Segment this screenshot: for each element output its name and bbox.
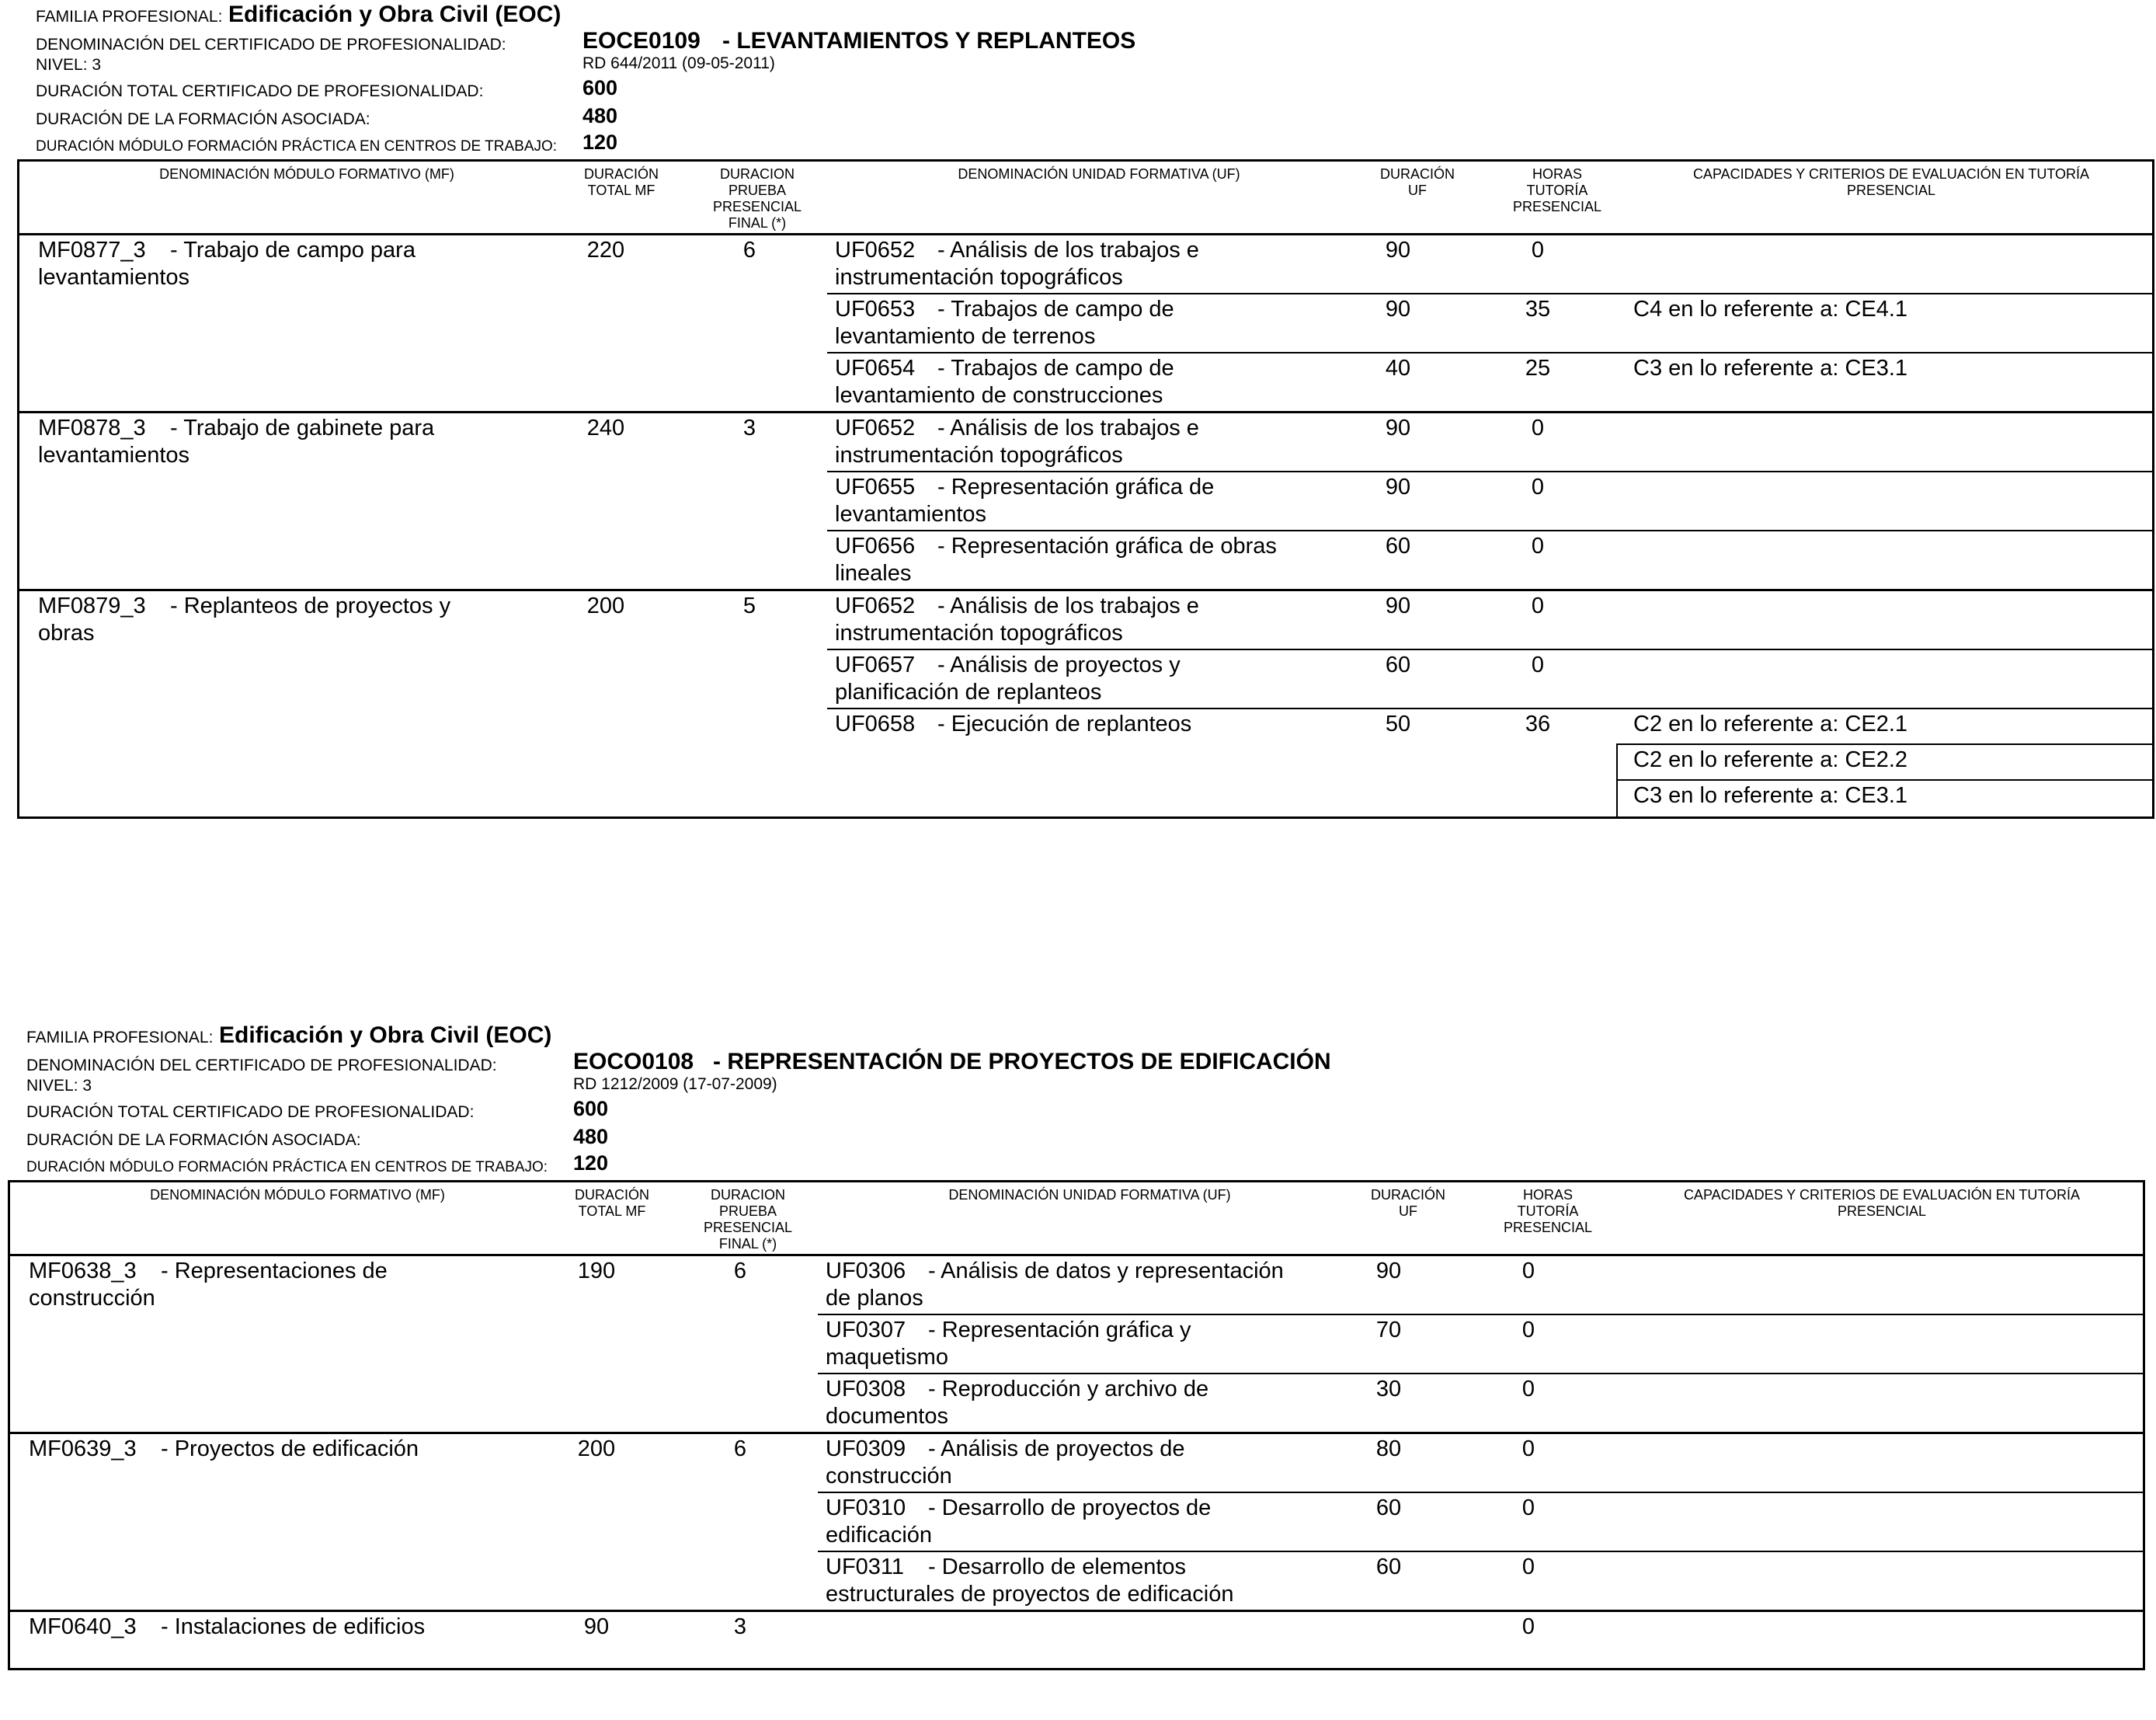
module-prueba: 3 [733,1614,747,1639]
familia-value: Edificación y Obra Civil (EOC) [219,1022,552,1048]
uf-code: UF0311 [826,1555,905,1579]
uf-horas-tutoria: 0 [1531,653,1545,677]
col-header-dur-mf: DURACIÓN TOTAL MF [574,1187,649,1219]
uf-name-cont: estructurales de proyectos de edificación [826,1582,1234,1607]
module-code: MF0877_3 [38,238,146,263]
uf-name-cont: de planos [826,1286,923,1311]
duracion-formacion-label: DURACIÓN DE LA FORMACIÓN ASOCIADA: [36,110,370,128]
certificate-block [9,0,2156,808]
uf-code: UF0310 [826,1495,906,1520]
uf-divider [827,530,2152,531]
uf-divider [827,352,2152,353]
uf-name-cont: edificación [826,1523,933,1548]
col-header-prueba: DURACION PRUEBA PRESENCIAL FINAL (*) [712,166,802,231]
uf-divider [818,1492,2143,1493]
uf-divider [827,708,2152,709]
col-header-mf: DENOMINACIÓN MÓDULO FORMATIVO (MF) [159,166,454,182]
uf-divider [827,471,2152,472]
module-code: MF0878_3 [38,416,146,440]
uf-code: UF0308 [826,1377,906,1401]
module-duration: 240 [586,416,625,440]
uf-duration: 30 [1375,1377,1402,1401]
uf-duration: 90 [1385,475,1411,500]
uf-duration: 90 [1385,594,1411,618]
module-code: MF0640_3 [29,1614,137,1639]
module-name-cont: levantamientos [38,265,190,290]
module-duration: 200 [586,594,625,618]
uf-name: - Trabajos de campo de [937,297,1174,322]
uf-horas-tutoria: 36 [1525,712,1551,736]
capacity-criteria: C3 en lo referente a: CE3.1 [1633,356,1908,381]
uf-name-cont: levantamiento de construcciones [835,383,1163,408]
uf-duration: 40 [1385,356,1411,381]
module-name: - Trabajo de gabinete para [170,416,435,440]
course-name: - REPRESENTACIÓN DE PROYECTOS DE EDIFICACIÓN [713,1049,1331,1074]
uf-duration: 60 [1375,1555,1402,1579]
col-header-dur-uf: DURACIÓN UF [1379,166,1455,198]
uf-horas-tutoria: 0 [1531,475,1545,500]
uf-name: - Análisis de los trabajos e [937,594,1199,618]
uf-code: UF0306 [826,1259,906,1283]
uf-divider [827,649,2152,650]
module-prueba: 5 [742,594,756,618]
uf-horas-tutoria: 0 [1521,1318,1535,1342]
module-duration: 220 [586,238,625,263]
uf-name: - Desarrollo de elementos [928,1555,1187,1579]
rd-reference: RD 644/2011 (09-05-2011) [582,54,775,72]
module-name-cont: construcción [29,1286,155,1311]
uf-duration: 50 [1385,712,1411,736]
uf-code: UF0652 [835,416,916,440]
col-header-cap: CAPACIDADES Y CRITERIOS DE EVALUACIÓN EN TUTORÍA PRESENCIAL [1683,1187,2081,1219]
duracion-total-value: 600 [573,1097,609,1120]
uf-divider [818,1314,2143,1315]
module-name: - Representaciones de [161,1259,388,1283]
familia-value: Edificación y Obra Civil (EOC) [228,2,562,27]
duracion-total-label: DURACIÓN TOTAL CERTIFICADO DE PROFESIONALIDAD: [36,82,484,100]
module-name-cont: levantamientos [38,443,190,468]
col-header-mf: DENOMINACIÓN MÓDULO FORMATIVO (MF) [150,1187,445,1203]
uf-name-cont: instrumentación topográficos [835,621,1123,646]
module-duration: 200 [577,1436,616,1461]
capacity-divider [1616,779,2152,781]
module-prueba: 6 [733,1436,747,1461]
uf-code: UF0656 [835,534,916,559]
uf-code: UF0652 [835,594,916,618]
uf-duration: 60 [1375,1495,1402,1520]
uf-name: - Análisis de datos y representación [928,1259,1284,1283]
col-header-dur-uf: DURACIÓN UF [1370,1187,1445,1219]
uf-horas-tutoria: 35 [1525,297,1551,322]
uf-name: - Representación gráfica de obras [937,534,1277,559]
uf-name-cont: construcción [826,1464,952,1488]
uf-name-cont: documentos [826,1404,948,1429]
course-name: - LEVANTAMIENTOS Y REPLANTEOS [722,28,1136,54]
uf-duration: 70 [1375,1318,1402,1342]
module-duration: 90 [583,1614,610,1639]
uf-name-cont: instrumentación topográficos [835,443,1123,468]
uf-name: - Desarrollo de proyectos de [928,1495,1212,1520]
uf-divider [818,1551,2143,1552]
uf-duration: 90 [1375,1259,1402,1283]
module-name: - Proyectos de edificación [161,1436,419,1461]
uf-code: UF0655 [835,475,916,500]
col-header-prueba: DURACION PRUEBA PRESENCIAL FINAL (*) [703,1187,793,1252]
uf-name: - Ejecución de replanteos [937,712,1192,736]
uf-code: UF0658 [835,712,916,736]
module-code: MF0879_3 [38,594,146,618]
nivel-label: NIVEL: 3 [36,56,102,74]
rd-reference: RD 1212/2009 (17-07-2009) [573,1075,777,1093]
duracion-practica-label: DURACIÓN MÓDULO FORMACIÓN PRÁCTICA EN CENTROS DE TRABAJO: [26,1159,548,1175]
col-header-horas: HORAS TUTORÍA PRESENCIAL [1512,166,1602,214]
duracion-formacion-label: DURACIÓN DE LA FORMACIÓN ASOCIADA: [26,1131,361,1149]
uf-code: UF0653 [835,297,916,322]
nivel-label: NIVEL: 3 [26,1077,92,1095]
uf-name-cont: lineales [835,561,912,586]
capacity-box-border [1616,743,1618,818]
module-divider [19,411,2152,413]
uf-horas-tutoria: 0 [1521,1259,1535,1283]
module-name-cont: obras [38,621,95,646]
col-header-dur-mf: DURACIÓN TOTAL MF [583,166,659,198]
capacity-criteria: C4 en lo referente a: CE4.1 [1633,297,1908,322]
uf-duration: 60 [1385,653,1411,677]
col-header-cap: CAPACIDADES Y CRITERIOS DE EVALUACIÓN EN TUTORÍA PRESENCIAL [1692,166,2090,198]
uf-name-cont: levantamientos [835,502,987,527]
capacity-divider [1616,743,2152,745]
uf-code: UF0309 [826,1436,906,1461]
duracion-practica-label: DURACIÓN MÓDULO FORMACIÓN PRÁCTICA EN CENTROS DE TRABAJO: [36,138,558,155]
uf-code: UF0652 [835,238,916,263]
module-divider [10,1610,2143,1612]
col-header-horas: HORAS TUTORÍA PRESENCIAL [1503,1187,1593,1235]
capacity-criteria: C2 en lo referente a: CE2.1 [1633,712,1908,736]
uf-name: - Análisis de proyectos de [928,1436,1185,1461]
capacity-criteria: C3 en lo referente a: CE3.1 [1633,783,1908,808]
header-divider [10,1254,2143,1256]
module-code: MF0639_3 [29,1436,137,1461]
uf-code: UF0654 [835,356,916,381]
duracion-practica-value: 120 [582,131,618,154]
uf-horas-tutoria: 0 [1531,594,1545,618]
uf-horas-tutoria: 0 [1531,534,1545,559]
module-code: MF0638_3 [29,1259,137,1283]
col-header-uf: DENOMINACIÓN UNIDAD FORMATIVA (UF) [948,1187,1231,1203]
uf-name: - Trabajos de campo de [937,356,1174,381]
uf-duration: 60 [1385,534,1411,559]
uf-name: - Representación gráfica y [928,1318,1191,1342]
module-prueba: 6 [733,1259,747,1283]
duracion-total-value: 600 [582,76,618,99]
uf-horas-tutoria: 0 [1521,1614,1535,1639]
duracion-practica-value: 120 [573,1151,609,1175]
uf-duration: 80 [1375,1436,1402,1461]
module-duration: 190 [577,1259,616,1283]
uf-name-cont: planificación de replanteos [835,680,1102,705]
module-name: - Instalaciones de edificios [161,1614,426,1639]
familia-label: FAMILIA PROFESIONAL: [26,1029,214,1046]
capacity-criteria: C2 en lo referente a: CE2.2 [1633,747,1908,772]
course-code: EOCE0109 [582,28,701,54]
uf-name: - Análisis de los trabajos e [937,238,1199,263]
uf-duration: 90 [1385,297,1411,322]
uf-name: - Representación gráfica de [937,475,1215,500]
module-divider [19,589,2152,591]
uf-horas-tutoria: 0 [1531,238,1545,263]
uf-name: - Reproducción y archivo de [928,1377,1209,1401]
col-header-uf: DENOMINACIÓN UNIDAD FORMATIVA (UF) [958,166,1240,182]
uf-duration: 90 [1385,238,1411,263]
module-divider [10,1432,2143,1434]
uf-horas-tutoria: 0 [1521,1436,1535,1461]
uf-code: UF0307 [826,1318,906,1342]
header-divider [19,233,2152,235]
duracion-formacion-value: 480 [582,104,618,127]
module-prueba: 6 [742,238,756,263]
uf-horas-tutoria: 0 [1531,416,1545,440]
duracion-total-label: DURACIÓN TOTAL CERTIFICADO DE PROFESIONALIDAD: [26,1103,475,1121]
module-name: - Replanteos de proyectos y [170,594,451,618]
uf-name-cont: instrumentación topográficos [835,265,1123,290]
training-table [8,1180,2145,1670]
uf-horas-tutoria: 0 [1521,1495,1535,1520]
uf-horas-tutoria: 0 [1521,1377,1535,1401]
uf-name: - Análisis de los trabajos e [937,416,1199,440]
uf-horas-tutoria: 25 [1525,356,1551,381]
module-prueba: 3 [742,416,756,440]
familia-label: FAMILIA PROFESIONAL: [36,8,223,26]
course-code: EOCO0108 [573,1049,694,1074]
uf-divider [827,293,2152,294]
uf-name: - Análisis de proyectos y [937,653,1181,677]
uf-name-cont: maquetismo [826,1345,948,1370]
certificate-block [0,1021,2156,1720]
uf-horas-tutoria: 0 [1521,1555,1535,1579]
denominacion-label: DENOMINACIÓN DEL CERTIFICADO DE PROFESIONALIDAD: [36,36,506,54]
uf-divider [818,1373,2143,1374]
denominacion-label: DENOMINACIÓN DEL CERTIFICADO DE PROFESIONALIDAD: [26,1057,497,1074]
training-table [17,159,2154,819]
uf-code: UF0657 [835,653,916,677]
uf-name-cont: levantamiento de terrenos [835,324,1096,349]
duracion-formacion-value: 480 [573,1125,609,1148]
uf-duration: 90 [1385,416,1411,440]
module-name: - Trabajo de campo para [170,238,416,263]
